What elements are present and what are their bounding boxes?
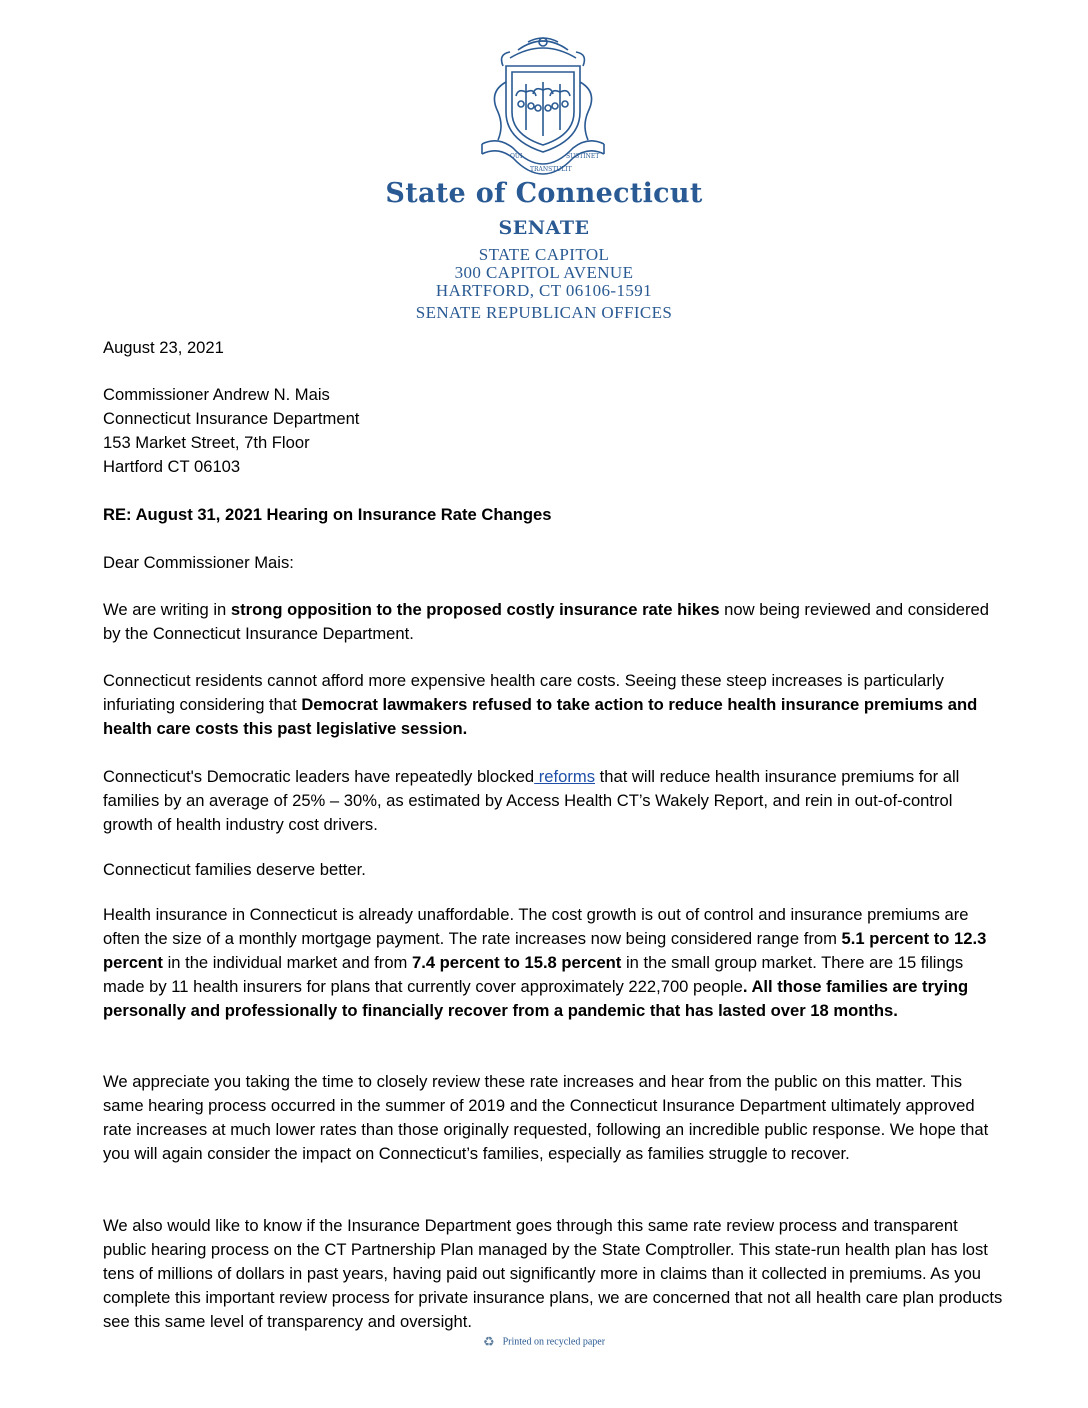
paragraph-7: We also would like to know if the Insurance Department goes through this same rate review process and transparent public hearing process on the CT Partnership Plan managed by the State Comptroller. This state-run health plan has lost tens of millions of dollars in past years, having paid out significantly more in claims than it collected in premiums. As you complete this important review process for private insurance plans, we are concerned that not all health care plan products see this same level of transparency and oversight. (103, 1216, 1003, 1331)
footer (0, 1334, 1088, 1350)
letterhead-address-line3: HARTFORD, CT 06106-1591 (435, 281, 653, 300)
p1-text-c: now being reviewed and considered by the (103, 600, 989, 643)
paragraph-2 (103, 669, 1003, 741)
recipient-address (103, 383, 1003, 479)
paragraph-3 (103, 765, 993, 837)
letterhead-state: State of Connecticut (385, 178, 703, 209)
reforms-link[interactable]: reforms (534, 767, 596, 786)
p1-text-a: We are writing in (103, 600, 231, 619)
salutation: Dear Commissioner Mais: (103, 553, 294, 572)
p5-bold-b: 5.1 percent to 12.3 percent (103, 929, 987, 972)
recipient-city: Hartford CT 06103 (103, 457, 241, 476)
seal-motto-left: QUI (510, 153, 523, 160)
p1-bold-b: strong opposition to the proposed costly insurance rate hikes (230, 600, 720, 619)
state-seal-icon (458, 32, 628, 182)
p2-bold-b: Democrat lawmakers refused to take action to reduce health insurance premiums and health care costs this past legislative session. (103, 695, 978, 738)
letterhead-address-line1: STATE CAPITOL (478, 245, 610, 264)
seal-motto-right: SUSTINET (566, 153, 600, 160)
recipient-department: Connecticut Insurance Department (103, 409, 360, 428)
p5-text-c: in the individual market and from (162, 953, 412, 972)
letterhead-offices: SENATE REPUBLICAN OFFICES (415, 303, 673, 322)
footer-text: Printed on recycled paper (502, 1336, 606, 1348)
paragraph-6: We appreciate you taking the time to closely review these rate increases and hear from the public on this matter. This same hearing process occurred in the summer of 2019 and the Connecticut Insurance Department ultimately approved rate increases at much lower rates than those originally requested, following an incredible public response. We hope that you will again consider the impact on Connecticut’s families, especially as families struggle to recover. (103, 1072, 989, 1163)
seal-motto-center: TRANSTULIT (530, 166, 572, 173)
p3-text-a: Connecticut's Democratic leaders have repeatedly blocked (103, 767, 535, 786)
letterhead-chamber: SENATE (498, 217, 590, 239)
subject-line: RE: August 31, 2021 Hearing on Insurance Rate Changes (103, 505, 552, 524)
paragraph-1 (103, 598, 1003, 646)
letter-date: August 23, 2021 (103, 338, 224, 357)
letterhead-address-line2: 300 CAPITOL AVENUE (454, 263, 634, 282)
paragraph-4: Connecticut families deserve better. (103, 860, 366, 879)
p5-bold-d: 7.4 percent to 15.8 percent (411, 953, 622, 972)
recipient-name: Commissioner Andrew N. Mais (103, 385, 330, 404)
p3-text-b: that will reduce health insurance premiums for all families by an average of 25% – 30%, as estimated by Access Health CT’s Wakely Report, and rein in out-of-control growth of health industry cost drivers. (103, 767, 960, 834)
p2-text-a: Connecticut residents cannot afford more expensive health care costs. Seeing these steep increases is particularly infuriating considering that (103, 671, 944, 714)
recipient-street: 153 Market Street, 7th Floor (103, 433, 310, 452)
p5-text-a: Health insurance in Connecticut is already unaffordable. The cost growth is out of control and insurance premiums are often the size of a monthly mortgage payment. The rate increases now being considered range from (103, 905, 969, 948)
p5-bold-f: . All those families are trying personally and professionally to financially recover from a pandemic that has lasted over 18 months. (103, 977, 969, 1020)
p1-text-d: Connecticut Insurance Department. (152, 624, 414, 643)
paragraph-5 (103, 903, 1003, 1023)
p5-text-e: in the small group market. There are 15 filings made by 11 health insurers for plans that currently cover approximately 222,700 people (103, 953, 964, 996)
recycle-icon: ♻ (482, 1334, 495, 1349)
